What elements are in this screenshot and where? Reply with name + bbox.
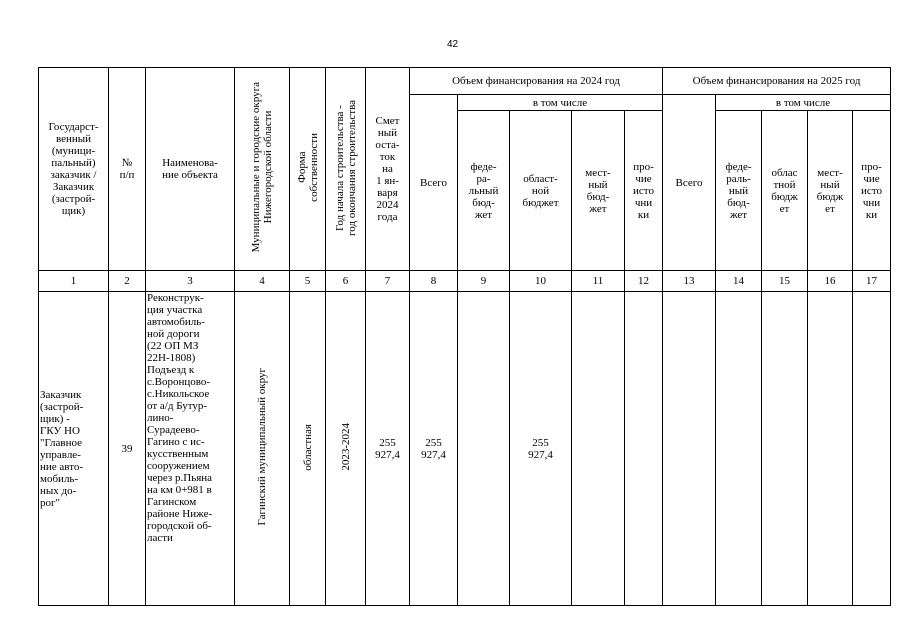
cell-object-name: Реконструк- ция участка автомобиль- ной дороги (22 ОП МЗ 22Н-1808) Подъезд к с.Воронцово- с.Никольское от а/д Бутур- лино- Сурадеево- Гагино с ис- кусственным сооружением через р.Пьяна на км 0+981 в Гагинском районе Ниже- городской об- ласти: [146, 292, 235, 606]
header-ownership-text: Форма собственности: [295, 133, 320, 202]
header-other-2024: про- чие исто чни ки: [625, 111, 663, 271]
column-number: 2: [109, 271, 146, 292]
column-number: 7: [366, 271, 410, 292]
header-other-2025: про- чие исто чни ки: [853, 111, 891, 271]
header-regional-2024: област- ной бюджет: [510, 111, 572, 271]
header-federal-2024: феде- ра- льный бюд- жет: [458, 111, 510, 271]
cell-other-2024: [625, 292, 663, 606]
table-row: [39, 292, 891, 606]
cell-ownership-text: областная: [301, 423, 314, 471]
header-including-2025: в том числе: [716, 95, 891, 111]
header-total-2025: Всего: [663, 95, 716, 271]
header-years: [326, 68, 366, 271]
cell-local-2025: [808, 292, 853, 606]
header-including-2024: в том числе: [458, 95, 663, 111]
header-years-text: Год начала строительства - год окончания строительства: [333, 99, 358, 236]
header-object-name: Наименова- ние объекта: [146, 68, 235, 271]
cell-district: [235, 292, 290, 606]
column-number: 1: [39, 271, 109, 292]
column-number: 11: [572, 271, 625, 292]
column-number: 15: [762, 271, 808, 292]
header-local-2025: мест- ный бюдж ет: [808, 111, 853, 271]
header-estimate-remainder: Смет ный оста- ток на 1 ян- варя 2024 года: [366, 68, 410, 271]
cell-federal-2024: [458, 292, 510, 606]
page-number: 42: [446, 39, 459, 50]
column-number: 16: [808, 271, 853, 292]
cell-years-text: 2023-2024: [339, 423, 352, 471]
cell-row-number: 39: [109, 292, 146, 606]
column-number: 10: [510, 271, 572, 292]
cell-customer: Заказчик (застрой- щик) - ГКУ НО "Главное управле- ние авто- мобиль- ных до- рог": [39, 292, 109, 606]
column-number: 17: [853, 271, 891, 292]
cell-regional-2024: 255 927,4: [510, 292, 572, 606]
header-total-2024: Всего: [410, 95, 458, 271]
header-district: [235, 68, 290, 271]
column-number: 5: [290, 271, 326, 292]
header-financing-2025: Объем финансирования на 2025 год: [663, 68, 891, 95]
header-district-text: Муниципальные и городские округа Нижегородской области: [250, 82, 274, 253]
cell-federal-2025: [716, 292, 762, 606]
column-number: 13: [663, 271, 716, 292]
column-number: 6: [326, 271, 366, 292]
header-financing-2024: Объем финансирования на 2024 год: [410, 68, 663, 95]
cell-ownership: [290, 292, 326, 606]
cell-total-2024: 255 927,4: [410, 292, 458, 606]
cell-local-2024: [572, 292, 625, 606]
header-row-number: № п/п: [109, 68, 146, 271]
cell-other-2025: [853, 292, 891, 606]
cell-total-2025: [663, 292, 716, 606]
column-number: 12: [625, 271, 663, 292]
header-customer: Государст- венный (муници- пальный) заказчик / Заказчик (застрой- щик): [39, 68, 109, 271]
financing-table: [38, 67, 891, 606]
column-number: 4: [235, 271, 290, 292]
column-number: 14: [716, 271, 762, 292]
cell-district-text: Гагинский муниципальный округ: [256, 368, 268, 526]
cell-estimate-remainder: 255 927,4: [366, 292, 410, 606]
column-number: 9: [458, 271, 510, 292]
header-regional-2025: облас тной бюдж ет: [762, 111, 808, 271]
header-federal-2025: феде- раль- ный бюд- жет: [716, 111, 762, 271]
cell-years: [326, 292, 366, 606]
column-number: 3: [146, 271, 235, 292]
cell-regional-2025: [762, 292, 808, 606]
column-number-row: [39, 271, 891, 292]
header-ownership: [290, 68, 326, 271]
column-number: 8: [410, 271, 458, 292]
header-local-2024: мест- ный бюд- жет: [572, 111, 625, 271]
